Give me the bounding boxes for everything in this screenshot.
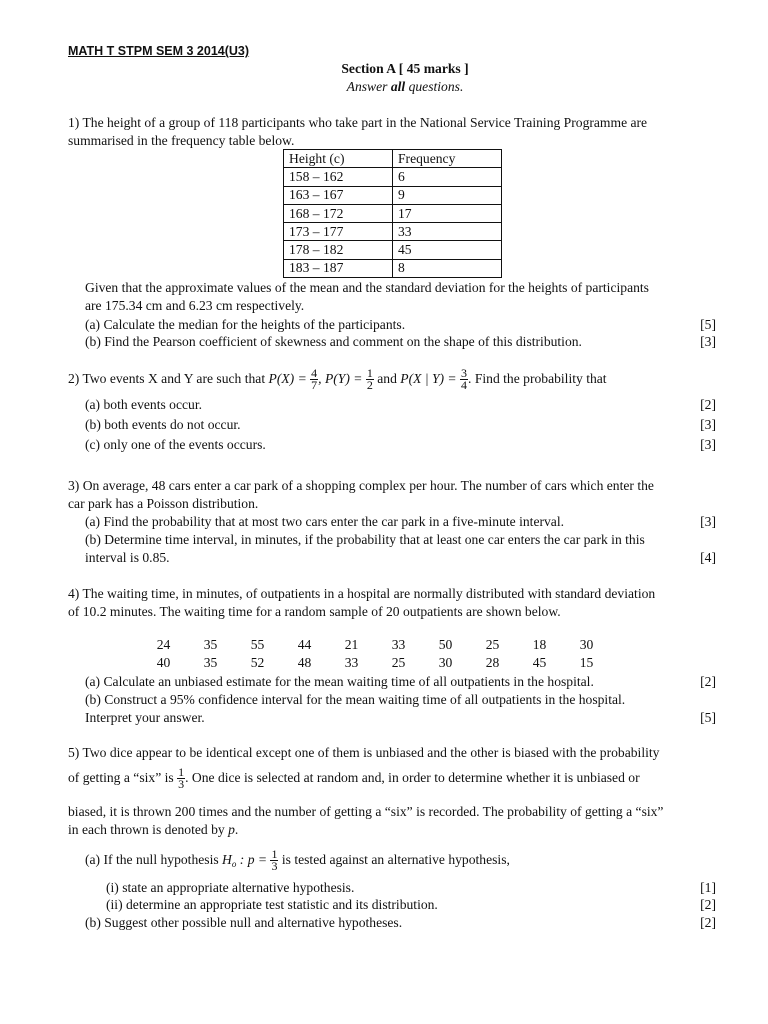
table-cell: 158 – 162 bbox=[284, 168, 393, 186]
table-cell: 8 bbox=[393, 259, 502, 277]
q2-part-c: (c) only one of the events occurs. [3] bbox=[85, 437, 716, 452]
table-cell: 17 bbox=[393, 204, 502, 222]
q4-part-a: (a) Calculate an unbiased estimate for the mean waiting time of all outpatients in the hospital. [2] bbox=[85, 674, 716, 689]
table-row bbox=[284, 223, 502, 241]
data-value: 52 bbox=[250, 655, 265, 670]
q4-part-b-2: Interpret your answer. [5] bbox=[85, 710, 716, 725]
data-value: 44 bbox=[297, 637, 312, 652]
table-row bbox=[284, 186, 502, 204]
data-value: 55 bbox=[250, 637, 265, 652]
table-header: Height (c) bbox=[284, 150, 393, 168]
table-cell: 183 – 187 bbox=[284, 259, 393, 277]
marks: [3] bbox=[700, 437, 716, 452]
data-value: 15 bbox=[579, 655, 594, 670]
marks: [4] bbox=[700, 550, 716, 565]
q5-line-3: biased, it is thrown 200 times and the number of getting a “six” is recorded. The probability of getting a “six” bbox=[68, 804, 664, 819]
frequency-table bbox=[283, 149, 502, 278]
table-row bbox=[284, 168, 502, 186]
data-value: 18 bbox=[532, 637, 547, 652]
q1-line-2: summarised in the frequency table below. bbox=[68, 133, 295, 148]
data-value: 35 bbox=[203, 655, 218, 670]
q4-part-b-1: (b) Construct a 95% confidence interval for the mean waiting time of all outpatients in the hospital. bbox=[85, 692, 626, 707]
q2-part-b: (b) both events do not occur. [3] bbox=[85, 417, 716, 432]
data-value: 25 bbox=[391, 655, 406, 670]
table-header: Frequency bbox=[393, 150, 502, 168]
data-value: 40 bbox=[156, 655, 171, 670]
q1-part-b: (b) Find the Pearson coefficient of skewness and comment on the shape of this distribution. [3] bbox=[85, 334, 716, 349]
data-value: 48 bbox=[297, 655, 312, 670]
table-cell: 173 – 177 bbox=[284, 223, 393, 241]
table-row bbox=[284, 241, 502, 259]
data-value: 28 bbox=[485, 655, 500, 670]
table-cell: 33 bbox=[393, 223, 502, 241]
q1-line-1: 1) The height of a group of 118 participants who take part in the National Service Training Programme are bbox=[68, 115, 648, 130]
data-value: 45 bbox=[532, 655, 547, 670]
section-instruction: Answer all questions. bbox=[346, 79, 464, 94]
data-value: 33 bbox=[344, 655, 359, 670]
data-value: 35 bbox=[203, 637, 218, 652]
table-cell: 45 bbox=[393, 241, 502, 259]
q1-given-2: are 175.34 cm and 6.23 cm respectively. bbox=[85, 298, 305, 313]
q5-line-2: of getting a “six” is $\frac{1}{3}$ . One dice is selected at random and, in order to determine whether it is unbiased or bbox=[68, 765, 640, 792]
table-header-row bbox=[284, 150, 502, 168]
q1-part-a: (a) Calculate the median for the heights of the participants. [5] bbox=[85, 317, 716, 332]
table-cell: 163 – 167 bbox=[284, 186, 393, 204]
q1-given-1: Given that the approximate values of the mean and the standard deviation for the heights of participants bbox=[85, 280, 649, 295]
q3-part-b-2: interval is 0.85. [4] bbox=[85, 550, 716, 565]
q5-part-a: (a) If the null hypothesis $H_o$ : p = $\frac{1}{3}$ is tested against an alternative hypothesis, bbox=[85, 847, 510, 874]
data-value: 50 bbox=[438, 637, 453, 652]
data-value: 33 bbox=[391, 637, 406, 652]
paper-header: MATH T STPM SEM 3 2014(U3) bbox=[68, 44, 250, 58]
table-cell: 9 bbox=[393, 186, 502, 204]
section-title: Section A [ 45 marks ] bbox=[341, 61, 469, 76]
data-value: 25 bbox=[485, 637, 500, 652]
q4-data-row-1 bbox=[140, 637, 610, 653]
table-cell: 178 – 182 bbox=[284, 241, 393, 259]
marks: [5] bbox=[700, 317, 716, 332]
q4-data-row-2 bbox=[140, 655, 610, 671]
marks: [5] bbox=[700, 710, 716, 725]
q4-line-1: 4) The waiting time, in minutes, of outpatients in a hospital are normally distributed with standard deviation bbox=[68, 586, 656, 601]
q2-stem: 2) Two events X and Y are such that P(X) = $\frac{4}{7}$ , P(Y) = $\frac{1}{2}$ and P(X | Y) = $\frac{3}{4}$ . Find the probability that bbox=[68, 366, 607, 393]
q5-line-4: in each thrown is denoted by p. bbox=[68, 822, 239, 837]
marks: [2] bbox=[700, 915, 716, 930]
table-cell: 6 bbox=[393, 168, 502, 186]
q3-line-2: car park has a Poisson distribution. bbox=[68, 496, 259, 511]
q2-part-a: (a) both events occur. [2] bbox=[85, 397, 716, 412]
q3-part-b-1: (b) Determine time interval, in minutes, if the probability that at least one car enters the car park in this bbox=[85, 532, 645, 547]
q3-line-1: 3) On average, 48 cars enter a car park of a shopping complex per hour. The number of cars which enter the bbox=[68, 478, 654, 493]
q5-part-a-i: (i) state an appropriate alternative hypothesis. [1] bbox=[106, 880, 716, 895]
marks: [3] bbox=[700, 417, 716, 432]
q5-line-1: 5) Two dice appear to be identical except one of them is unbiased and the other is biased with the probability bbox=[68, 745, 660, 760]
q3-part-a: (a) Find the probability that at most two cars enter the car park in a five-minute interval. [3] bbox=[85, 514, 716, 529]
marks: [1] bbox=[700, 880, 716, 895]
data-value: 30 bbox=[438, 655, 453, 670]
q4-line-2: of 10.2 minutes. The waiting time for a random sample of 20 outpatients are shown below. bbox=[68, 604, 561, 619]
table-cell: 168 – 172 bbox=[284, 204, 393, 222]
marks: [3] bbox=[700, 334, 716, 349]
q5-part-a-ii: (ii) determine an appropriate test statistic and its distribution. [2] bbox=[106, 897, 716, 912]
table-row bbox=[284, 204, 502, 222]
marks: [2] bbox=[700, 397, 716, 412]
marks: [3] bbox=[700, 514, 716, 529]
marks: [2] bbox=[700, 674, 716, 689]
data-value: 24 bbox=[156, 637, 171, 652]
marks: [2] bbox=[700, 897, 716, 912]
data-value: 21 bbox=[344, 637, 359, 652]
q5-part-b: (b) Suggest other possible null and alternative hypotheses. [2] bbox=[85, 915, 716, 930]
table-row bbox=[284, 259, 502, 277]
data-value: 30 bbox=[579, 637, 594, 652]
